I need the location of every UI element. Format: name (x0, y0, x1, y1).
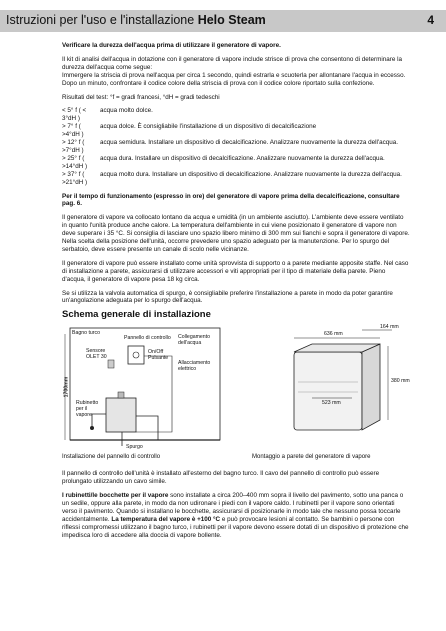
generator-top (118, 392, 124, 398)
caption-left: Installazione del pannello di controllo (62, 454, 161, 461)
paragraph-4: Il generatore di vapore può essere installato come unità sprovvista di supporto o a parete mediante apposite staffe. Nel caso di installazione a parete, assicurarsi di utilizzare accessori e viti appropriati per il tipo di materiale della parete. Pieno d'acqua, il generatore di vapore pesa 18 kg circa. (62, 259, 409, 283)
label-spurgo: Spurgo (126, 444, 143, 451)
wall-generator-front (294, 352, 362, 430)
hardness-row (62, 123, 410, 139)
title-brand: Helo Steam (197, 13, 266, 27)
hardness-range: > 7° f ( >4°dH ) (62, 123, 84, 139)
page-header (0, 10, 446, 32)
decalc-heading: Per il tempo di funzionamento (espresso in ore) del generatore di vapore prima della decalcificazione, consultare pag. 6. (62, 192, 400, 208)
label-dim-164: 164 mm (380, 324, 399, 331)
generator-shape (106, 398, 136, 432)
label-dim-523: 523 mm (322, 400, 341, 407)
paragraph-6: Il pannello di controllo dell'unità è installato all'esterno del bagno turco. Il cavo del pannello di controllo può essere prolungato utilizzando un cavo simile. (62, 470, 380, 486)
label-dim-636: 636 mm (324, 331, 343, 338)
page-body (62, 42, 410, 546)
label-height: 1700mm (63, 376, 70, 398)
hardness-range: < 5° f ( < 3°dH ) (62, 107, 87, 123)
caption-right: Montaggio a parete del generatore di vapore (252, 454, 371, 461)
pipe-electric (136, 356, 172, 432)
p7-bold-start: I rubinetti/le bocchette per il vapore (62, 492, 169, 500)
label-sensore: Sensore OLET 30 (86, 348, 107, 361)
installation-diagram (62, 324, 410, 464)
sensor-shape (108, 360, 114, 368)
hardness-text: acqua dura. Installare un dispositivo di decalcificazione. Analizzare nuovamente la durezza dell'acqua. (100, 154, 385, 162)
p1-text: Il kit di analisi dell'acqua in dotazione con il generatore di vapore include strisce di prova che consentono di determinare la durezza dell'acqua come segue: (62, 55, 403, 71)
schema-title: Schema generale di installazione (62, 309, 211, 321)
paragraph-5: Se si utilizza la valvola automatica di spurgo, è consigliabile preferire l'installazione a parete in modo da poter garantire un'angolazione adeguata per lo spurgo dell'acqua. (62, 289, 393, 305)
label-pannello: Pannello di controllo (124, 335, 171, 342)
hardness-row (62, 139, 410, 155)
hardness-range: > 12° f ( >7°dH ) (62, 139, 85, 154)
title-prefix: Istruzioni per l'uso e l'installazione (6, 13, 198, 27)
p2-text: Immergere la striscia di prova nell'acqua per circa 1 secondo, quindi estrarla e scuoterla per allontanare l'acqua in eccesso. Dopo un minuto, confrontare il codice colore della striscia di prova con il codice colore riportato sulla confezione. (62, 71, 406, 87)
pipe-water (136, 416, 158, 440)
label-rubinetto: Rubinetto per il vapore (76, 400, 99, 419)
label-onoff: On/Off Pulsante (148, 349, 169, 362)
hardness-row (62, 155, 410, 171)
hardness-range: > 37° f ( >21°dH ) (62, 170, 88, 186)
intro-heading: Verificare la durezza dell'acqua prima di utilizzare il generatore di vapore. (62, 42, 281, 49)
hardness-text: acqua molto dura. Installare un dispositivo di decalcificazione. Analizzare nuovamente la durezza dell'acqua. (100, 170, 402, 178)
page-number: 4 (427, 13, 434, 27)
diagram-drawing (62, 324, 410, 464)
p7-text-end: e può provocare lesioni al contatto. Se bambini o persone con riflessi compromessi utilizzano il bagno turco, i rubinetti per il vapore devono essere dotati di un dispositivo di protezione che impedisca loro di accedere alla doccia di vapore bollente. (62, 515, 409, 539)
hardness-range: > 25° f ( >14°dH ) (62, 154, 88, 170)
control-panel-shape (128, 346, 144, 364)
paragraph-1 (62, 56, 410, 88)
paragraph-7 (62, 492, 410, 539)
label-allacciamento: Allacciamento elettrico (178, 360, 211, 373)
hardness-row (62, 171, 410, 187)
hardness-row (62, 107, 410, 123)
hardness-table (62, 107, 410, 186)
paragraph-3: Il generatore di vapore va collocato lontano da acqua e umidità (in un ambiente asciutto). L'ambiente deve essere ventilato in quanto l'unità produce anche calore. La temperatura dell'ambiente in cui viene posizionato il generatore di vapore non deve superare i 35 °C. Si consiglia di lasciare uno spazio libero minimo di 300 mm sui fianchi e sopra il generatore di vapore. Nella scelta della posizione dell'unità, occorre prevedere uno spazio adeguato per la manutenzione. Per lo spurgo del serbatoio, deve essere presente un canale di scolo nelle vicinanze. (62, 214, 410, 253)
p7-bold-temp: La temperatura del vapore è +100 °C (111, 515, 221, 523)
hardness-text: acqua dolce. È consigliabile l'installazione di un dispositivo di decalcificazione (100, 123, 317, 131)
header-title (6, 13, 266, 27)
steam-nozzle-shape (90, 426, 94, 430)
hardness-text: acqua semidura. Installare un dispositivo di decalcificazione. Analizzare nuovamente la durezza dell'acqua. (100, 139, 399, 147)
results-line: Risultati del test: °f = gradi francesi, °dH = gradi tedeschi (62, 93, 220, 101)
label-bagno-turco: Bagno turco (72, 330, 100, 337)
wall-generator-side (362, 344, 380, 430)
hardness-text: acqua molto dolce. (100, 107, 153, 115)
label-dim-380: 380 mm (391, 378, 410, 385)
label-collegamento: Collegamento dell'acqua (178, 334, 211, 347)
p7-text: sono installate a circa 200–400 mm sopra il livello del pavimento, sotto una panca o un sedile, oppure alla parete, in modo da non udironare i piedi con il vapore caldo. I rubinetti per il vapore sono orientati verso il pavimento. Quando si installano le bocchette, assicurarsi di posizionarle in modo tale che nessuno possa toccarle accidentalmente. (62, 492, 404, 523)
